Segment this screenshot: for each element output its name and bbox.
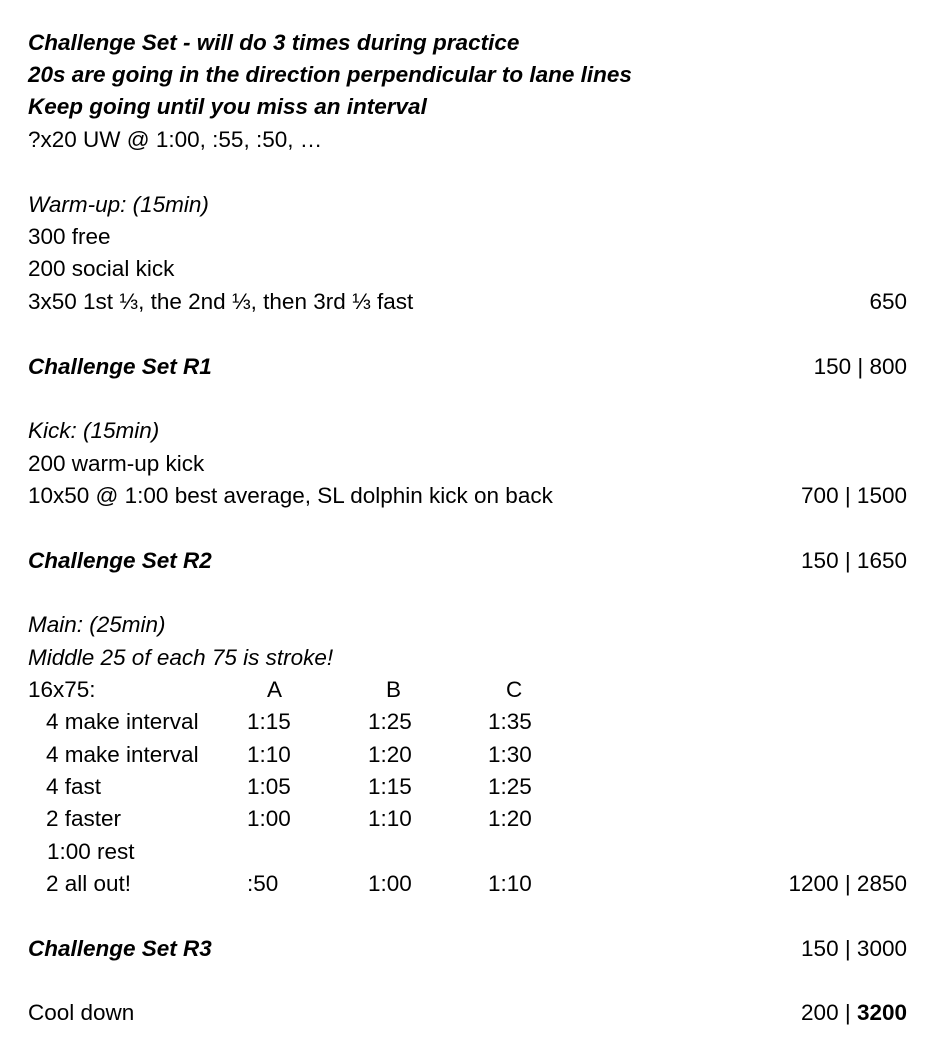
main-row-label: 4 make interval [46, 742, 199, 767]
main-row-a: 1:00 [247, 806, 291, 831]
grand-total: 3200 [856, 1000, 907, 1025]
r3-total: 150 | 3000 [801, 936, 907, 961]
warmup-item: 200 social kick [28, 256, 175, 281]
warmup-item: 300 free [28, 224, 111, 249]
main-row-label: 1:00 rest [47, 839, 135, 864]
main-row-b: 1:15 [368, 774, 412, 799]
column-header-c: C [506, 677, 523, 702]
main-row-label: 4 fast [46, 774, 102, 799]
main-total: 1200 | 2850 [788, 871, 907, 896]
cooldown-total [801, 997, 907, 1029]
main-row-b: 1:00 [368, 871, 412, 896]
main-row-c: 1:35 [488, 709, 532, 734]
cooldown-label: Cool down [28, 1000, 135, 1025]
main-row-c: 1:20 [488, 806, 532, 831]
challenge-set-r3: Challenge Set R3 [28, 936, 212, 961]
r1-total: 150 | 800 [813, 354, 907, 379]
main-row-a: :50 [247, 871, 279, 896]
challenge-set-r2: Challenge Set R2 [28, 548, 212, 573]
warmup-total: 650 [869, 289, 907, 314]
column-header-b: B [386, 677, 402, 702]
challenge-note-direction: 20s are going in the direction perpendicular to lane lines [28, 62, 632, 87]
column-header-a: A [267, 677, 283, 702]
main-row-b: 1:10 [368, 806, 412, 831]
kick-total: 700 | 1500 [801, 483, 907, 508]
main-row-label: 2 all out! [46, 871, 132, 896]
main-heading: Main: (25min) [28, 612, 166, 637]
warmup-heading: Warm-up: (15min) [28, 192, 209, 217]
kick-heading: Kick: (15min) [28, 418, 160, 443]
cooldown-total-part: 200 | [801, 1000, 857, 1025]
main-row-c: 1:10 [488, 871, 532, 896]
kick-item: 10x50 @ 1:00 best average, SL dolphin kick on back [28, 483, 553, 508]
challenge-set-description: ?x20 UW @ 1:00, :55, :50, … [28, 127, 323, 152]
kick-item: 200 warm-up kick [28, 451, 205, 476]
main-set-label: 16x75: [28, 677, 96, 702]
main-row-c: 1:25 [488, 774, 532, 799]
challenge-note-rule: Keep going until you miss an interval [28, 94, 427, 119]
main-row-label: 2 faster [46, 806, 122, 831]
challenge-set-r1: Challenge Set R1 [28, 354, 212, 379]
r2-total: 150 | 1650 [801, 548, 907, 573]
challenge-title: Challenge Set - will do 3 times during practice [28, 30, 520, 55]
main-row-b: 1:20 [368, 742, 412, 767]
main-row-b: 1:25 [368, 709, 412, 734]
main-row-label: 4 make interval [46, 709, 199, 734]
warmup-item: 3x50 1st ⅓, the 2nd ⅓, then 3rd ⅓ fast [28, 289, 414, 314]
main-note: Middle 25 of each 75 is stroke! [28, 645, 334, 670]
main-row-a: 1:10 [247, 742, 291, 767]
main-row-a: 1:15 [247, 709, 291, 734]
main-row-a: 1:05 [247, 774, 291, 799]
main-row-c: 1:30 [488, 742, 532, 767]
